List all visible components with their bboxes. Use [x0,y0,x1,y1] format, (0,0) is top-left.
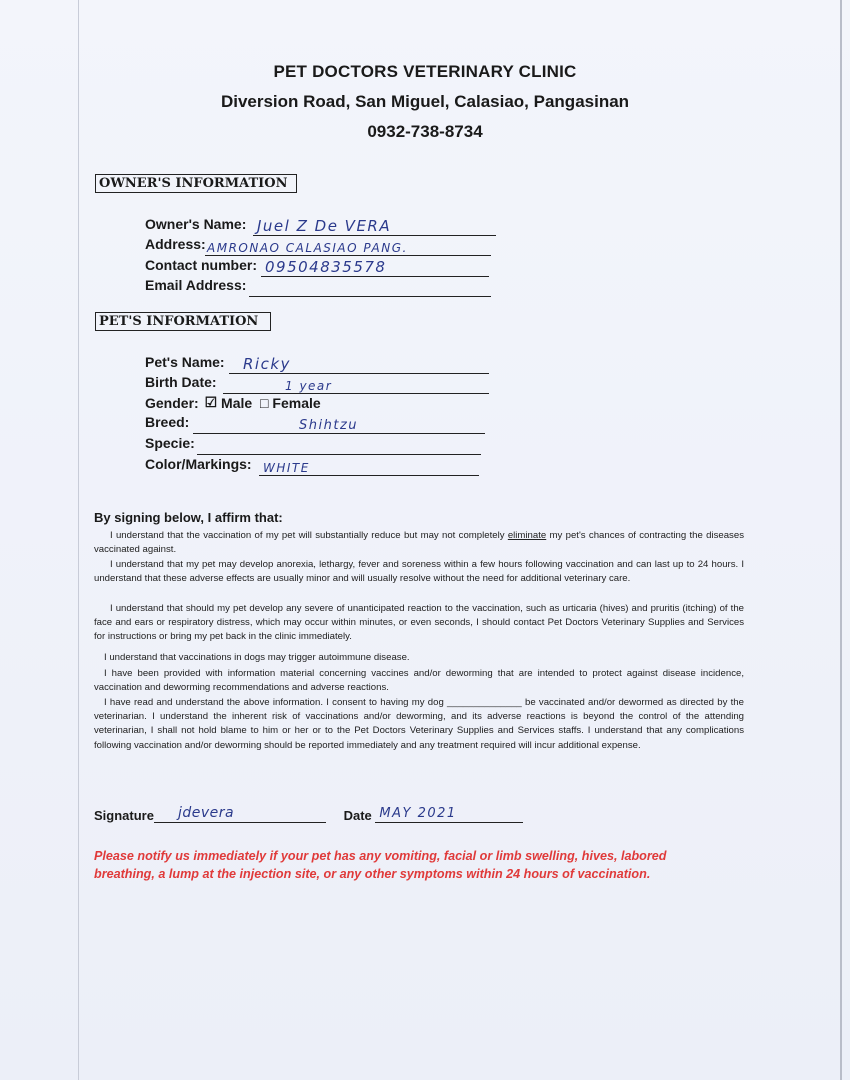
owner-name-value: Juel Z De VERA [257,217,392,235]
signature-row [94,806,523,823]
affirmation-text: I understand that vaccinations in dogs may trigger autoimmune disease. [104,652,410,663]
pet-specie-label: Specie: [145,435,195,451]
pet-color-value: WHITE [263,461,310,475]
post-vaccination-notice: Please notify us immediately if your pet has any vomiting, facial or limb swelling, hives, labored breathing, a lump at the injection site, or any other symptoms within 24 hours of vaccination. [94,849,667,881]
pet-birth-field [145,374,333,394]
owner-name-line [253,235,496,236]
date-label: Date [343,808,372,823]
affirmation-text: I understand that my pet may develop anorexia, lethargy, fever and soreness within a few hours following vaccination and can last up to 24 hours. I understand that these adverse effects are usually minor and will usually resolve without the need for additional veterinary care. [94,559,744,585]
pet-breed-label: Breed: [145,414,190,430]
affirmation-paragraph [94,602,744,645]
owner-name-label: Owner's Name: [145,216,247,232]
affirmation-paragraph [94,651,744,665]
owner-address-field [145,236,408,256]
pet-name-value: Ricky [243,355,291,373]
date-line [375,806,523,823]
clinic-address: Diversion Road, San Miguel, Calasiao, Pangasinan [220,92,630,111]
pet-birth-value: 1 year [285,379,333,393]
pet-gender-field [145,394,321,414]
owner-contact-field [145,257,387,277]
affirmation-text: be vaccinated and/or dewormed as directed by the veterinarian. I understand the inherent risk of vaccinations and/or deworming, and its adverse reactions is beyond the control of the attending veterinarian, I shall not hold blame to him or her or to the Pet Doctors Veterinary Supplies and Services staffs. I understand that any complications following vaccination and/or deworming should be reported immediately and any treatment required will incur additional expense. [94,697,744,751]
pet-gender-label: Gender: [145,395,199,411]
pet-birth-label: Birth Date: [145,374,217,390]
owner-contact-label: Contact number: [145,257,257,273]
signature-value: jdevera [177,805,235,821]
pet-name-label: Pet's Name: [145,354,225,370]
male-option: Male [221,395,253,411]
scan-edge [840,0,842,1080]
affirmation-text: my pet's chances of contracting the diseases vaccinated against. [94,530,744,556]
owner-section-title: OWNER'S INFORMATION [95,174,297,193]
affirmation-paragraph [94,696,744,753]
affirmation-title: By signing below, I affirm that: [94,510,283,525]
clinic-name: PET DOCTORS VETERINARY CLINIC [273,62,577,81]
affirmation-emphasis: eliminate [507,530,547,541]
owner-email-line [249,296,491,297]
pet-breed-field [145,414,359,434]
affirmation-text: I understand that the vaccination of my pet will substantially reduce but may not completely [110,530,508,541]
owner-contact-value: 09504835578 [265,258,387,276]
pet-name-field [145,354,291,374]
pet-breed-line [193,433,485,434]
female-option: Female [272,395,321,411]
affirmation-paragraph [94,529,744,557]
owner-contact-line [261,276,489,277]
dog-name-blank: ______________ [447,697,522,708]
signature-line [154,806,326,823]
signature-label: Signature [94,808,154,823]
owner-address-value: AMRONAO CALASIAO PANG. [207,241,408,255]
affirmation-text: I have read and understand the above information. I consent to having my dog [104,697,444,708]
pet-specie-field [145,435,195,455]
owner-name-field [145,216,392,236]
owner-email-label: Email Address: [145,277,247,293]
owner-address-line [205,255,491,256]
pet-color-label: Color/Markings: [145,456,252,472]
scan-edge [78,0,79,1080]
pet-color-line [259,475,479,476]
affirmation-text: I have been provided with information material concerning vaccines and/or deworming that are intended to protect against disease incidence, vaccination and deworming recommendations and adverse reactions. [94,668,744,694]
male-checkbox: ☑ [204,394,218,410]
date-value: MAY 2021 [379,806,457,821]
affirmation-paragraph [94,667,744,695]
pet-name-line [229,373,489,374]
pet-section-title: PET'S INFORMATION [95,312,271,331]
affirmation-paragraph [94,558,744,586]
pet-color-field [145,456,310,476]
pet-specie-line [197,454,481,455]
female-checkbox: □ [260,395,269,411]
pet-breed-value: Shihtzu [299,418,359,433]
owner-email-field [145,277,246,297]
affirmation-text: I understand that should my pet develop any severe of unanticipated reaction to the vaccination, such as urticaria (hives) and pruritis (itching) of the face and ears or respiratory distress, which may occur within minutes, or even seconds, I should contact Pet Doctors Veterinary Supplies and Services for instructions or bring my pet back in the clinic immediately. [94,603,744,643]
owner-address-label: Address: [145,236,206,252]
clinic-phone: 0932-738-8734 [367,122,483,141]
